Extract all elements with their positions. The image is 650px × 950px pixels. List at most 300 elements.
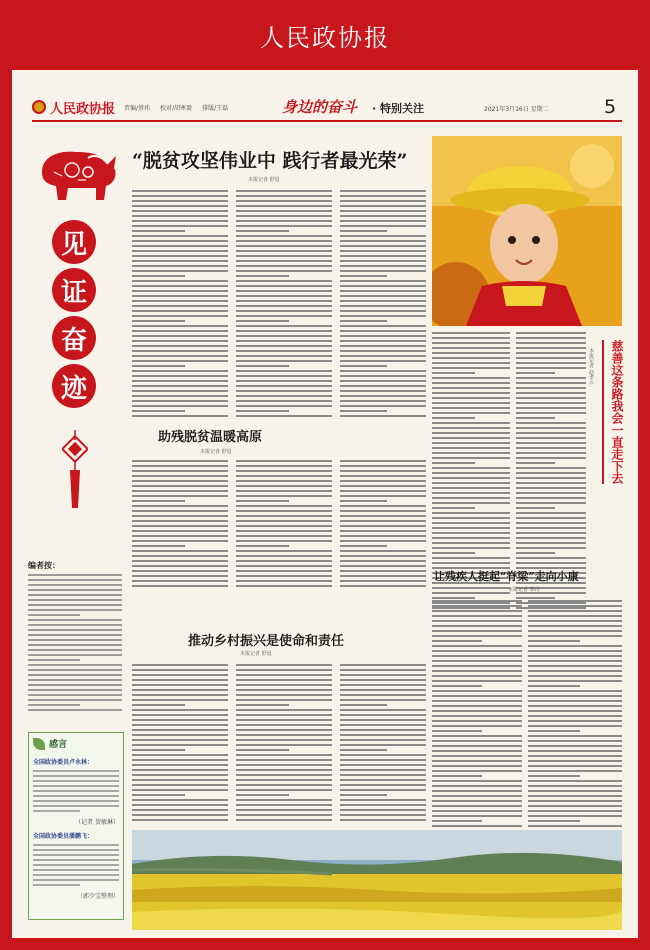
text-line (516, 442, 586, 444)
text-line (340, 405, 426, 407)
text-line (432, 392, 510, 394)
text-line (236, 390, 332, 392)
text-line (432, 402, 510, 404)
text-line (236, 734, 332, 736)
text-line (236, 270, 332, 272)
text-line (528, 645, 622, 647)
text-line (132, 200, 228, 202)
text-line (528, 640, 580, 642)
text-line (340, 689, 426, 691)
text-line (132, 395, 228, 397)
text-line (236, 405, 332, 407)
text-line (432, 457, 510, 459)
text-line (340, 370, 426, 372)
text-line (236, 784, 332, 786)
text-line (340, 365, 387, 367)
text-line (528, 730, 580, 732)
text-line (528, 655, 622, 657)
text-line (432, 650, 522, 652)
text-line (432, 512, 510, 514)
text-line (340, 480, 426, 482)
text-line (236, 485, 332, 487)
text-line (33, 800, 119, 802)
text-line (236, 480, 332, 482)
text-line (132, 585, 228, 587)
quote-author-1: 全国政协委员卢永林： (33, 759, 94, 766)
text-line (432, 407, 510, 409)
text-line (340, 495, 426, 497)
article-3-byline: 本报记者 舒设 (240, 651, 272, 657)
text-line (236, 804, 332, 806)
text-line (236, 255, 332, 257)
text-line (236, 340, 332, 342)
newspaper-page[interactable] (12, 70, 638, 938)
text-line (132, 325, 228, 327)
text-line (340, 350, 426, 352)
text-line (132, 405, 228, 407)
text-line (340, 819, 426, 821)
text-line (132, 744, 228, 746)
text-line (432, 422, 510, 424)
text-line (340, 535, 426, 537)
text-line (132, 689, 228, 691)
text-line (528, 635, 622, 637)
text-line (528, 680, 622, 682)
text-line (33, 795, 119, 797)
text-line (432, 605, 522, 607)
text-line (132, 560, 228, 562)
text-line (28, 669, 122, 671)
text-line (236, 305, 332, 307)
text-line (340, 520, 426, 522)
text-line (236, 550, 332, 552)
special-column-title: 身边的奋斗 (282, 98, 358, 116)
text-line (432, 352, 510, 354)
text-line (340, 195, 426, 197)
text-line (236, 285, 332, 287)
text-line (516, 507, 555, 509)
ox-papercut-icon (32, 134, 120, 204)
text-line (432, 705, 522, 707)
text-line (340, 714, 426, 716)
text-line (340, 250, 426, 252)
text-line (340, 789, 426, 791)
text-line (432, 377, 510, 379)
title-char-4: 迹 (52, 364, 96, 408)
text-line (33, 859, 119, 861)
text-line (132, 555, 228, 557)
text-line (33, 775, 119, 777)
text-line (132, 260, 228, 262)
text-line (340, 245, 426, 247)
article-2-headline[interactable]: 助残脱贫温暖高原 (158, 430, 263, 445)
text-line (236, 515, 332, 517)
text-line (33, 770, 119, 772)
text-line (516, 497, 586, 499)
text-line (340, 709, 426, 711)
article-3-col-1 (132, 664, 228, 821)
main-headline[interactable]: “脱贫攻坚伟业中 践行者最光荣” (132, 150, 408, 172)
photo-rapeseed-field (132, 830, 622, 930)
text-line (340, 809, 426, 811)
text-line (432, 507, 475, 509)
text-line (340, 215, 426, 217)
text-line (432, 382, 510, 384)
text-line (528, 690, 622, 692)
text-line (432, 557, 510, 559)
text-line (516, 467, 586, 469)
page-number: 5 (604, 96, 617, 118)
text-line (236, 370, 332, 372)
text-line (236, 535, 332, 537)
text-line (340, 739, 426, 741)
text-line (340, 225, 426, 227)
text-line (340, 270, 426, 272)
text-line (236, 210, 332, 212)
article-4-byline: 本报记者 郑丹 (508, 587, 540, 593)
text-line (340, 470, 426, 472)
text-line (340, 460, 426, 462)
text-line (432, 492, 510, 494)
text-line (340, 799, 426, 801)
text-line (528, 805, 622, 807)
text-line (132, 739, 228, 741)
text-line (28, 664, 122, 666)
text-line (528, 615, 622, 617)
text-line (132, 220, 228, 222)
text-line (132, 265, 228, 267)
editor-note-label: 编者按： (28, 561, 60, 570)
text-line (236, 759, 332, 761)
text-line (516, 417, 555, 419)
photo-girl-with-hat (432, 136, 622, 326)
text-line (132, 530, 228, 532)
text-line (132, 240, 228, 242)
text-line (432, 790, 522, 792)
text-line (132, 580, 228, 582)
text-line (236, 400, 332, 402)
text-line (132, 335, 228, 337)
text-line (132, 535, 228, 537)
text-line (132, 779, 228, 781)
text-line (132, 315, 228, 317)
text-line (340, 385, 426, 387)
text-line (236, 789, 332, 791)
app-title: 人民政协报 (260, 23, 390, 52)
text-line (432, 710, 522, 712)
text-line (132, 245, 228, 247)
text-line (236, 530, 332, 532)
text-line (528, 785, 622, 787)
text-line (340, 295, 426, 297)
sidebox-title: 感言 (49, 740, 68, 750)
text-line (340, 585, 426, 587)
text-line (432, 695, 522, 697)
credit-layout: 排版/王磊 (202, 105, 229, 112)
text-line (236, 345, 332, 347)
text-line (432, 640, 482, 642)
text-line (528, 745, 622, 747)
text-line (340, 814, 426, 816)
text-line (432, 690, 522, 692)
text-line (236, 300, 332, 302)
text-line (28, 589, 122, 591)
text-line (340, 355, 426, 357)
text-line (132, 749, 185, 751)
text-line (132, 759, 228, 761)
text-line (33, 869, 119, 871)
text-line (432, 610, 522, 612)
text-line (236, 505, 332, 507)
text-line (432, 437, 510, 439)
text-line (340, 335, 426, 337)
text-line (28, 679, 122, 681)
text-line (236, 540, 332, 542)
text-line (340, 779, 426, 781)
quote-signature-1: （记者 贺敏琳） (75, 819, 119, 826)
text-line (432, 487, 510, 489)
text-line (132, 350, 228, 352)
text-line (28, 574, 122, 576)
text-line (528, 650, 622, 652)
text-line (528, 610, 622, 612)
text-line (340, 719, 426, 721)
text-line (516, 477, 586, 479)
text-line (236, 230, 289, 232)
text-line (340, 260, 426, 262)
text-line (516, 547, 586, 549)
text-line (132, 205, 228, 207)
main-body-col-1 (132, 190, 228, 417)
text-line (236, 360, 332, 362)
text-line (516, 557, 586, 559)
text-line (132, 819, 228, 821)
text-line (132, 390, 228, 392)
text-line (236, 195, 332, 197)
text-line (28, 579, 122, 581)
text-line (236, 415, 332, 417)
text-line (236, 754, 332, 756)
text-line (132, 235, 228, 237)
text-line (432, 810, 522, 812)
text-line (132, 724, 228, 726)
text-line (132, 495, 228, 497)
text-line (28, 659, 80, 661)
text-line (132, 340, 228, 342)
text-line (132, 355, 228, 357)
text-line (432, 670, 522, 672)
text-line (516, 352, 586, 354)
quotes-sidebox (28, 732, 124, 920)
text-line (132, 525, 228, 527)
text-line (340, 375, 426, 377)
text-line (28, 644, 122, 646)
cppcc-emblem-icon (32, 100, 46, 114)
text-line (236, 694, 332, 696)
text-line (236, 265, 332, 267)
text-line (340, 570, 426, 572)
text-line (132, 460, 228, 462)
text-line (236, 375, 332, 377)
article-5-vertical-headline[interactable]: 慈善这条路我会一直走下去 (602, 340, 626, 484)
quote-signature-2: （郭少宝整理） (76, 893, 119, 900)
article-2-byline: 本报记者 舒设 (200, 449, 232, 455)
text-line (340, 784, 426, 786)
text-line (516, 422, 586, 424)
text-line (33, 879, 119, 881)
text-line (516, 347, 586, 349)
text-line (236, 764, 332, 766)
text-line (432, 337, 510, 339)
text-line (236, 664, 332, 666)
article-3-headline[interactable]: 推动乡村振兴是使命和责任 (188, 634, 345, 649)
text-line (340, 255, 426, 257)
text-line (516, 447, 586, 449)
text-line (432, 447, 510, 449)
text-line (236, 749, 289, 751)
text-line (236, 714, 332, 716)
text-line (432, 780, 522, 782)
text-line (432, 467, 510, 469)
text-line (516, 552, 555, 554)
text-line (528, 795, 622, 797)
text-line (432, 387, 510, 389)
text-line (516, 432, 586, 434)
text-line (432, 597, 475, 599)
article-4-headline[interactable]: 让残疾人挺起“脊梁”走向小康 (434, 570, 579, 583)
text-line (516, 532, 586, 534)
text-line (236, 575, 332, 577)
title-char-1: 见 (52, 220, 96, 264)
text-line (516, 537, 586, 539)
text-line (236, 560, 332, 562)
text-line (528, 675, 622, 677)
left-column (28, 132, 124, 922)
leaf-icon (33, 738, 45, 750)
text-line (132, 490, 228, 492)
text-line (236, 280, 332, 282)
vertical-column-title (48, 220, 100, 408)
text-line (132, 694, 228, 696)
text-line (432, 532, 510, 534)
text-line (340, 694, 426, 696)
text-line (28, 609, 122, 611)
text-line (236, 460, 332, 462)
text-line (340, 575, 426, 577)
text-line (132, 195, 228, 197)
quote-author-2: 全国政协委员潘鹏飞： (33, 833, 94, 840)
text-line (340, 345, 426, 347)
text-line (236, 355, 332, 357)
text-line (528, 600, 622, 602)
text-line (432, 800, 522, 802)
text-line (236, 719, 332, 721)
text-line (33, 849, 119, 851)
text-line (432, 600, 522, 602)
text-line (340, 525, 426, 527)
text-line (33, 790, 119, 792)
text-line (340, 530, 426, 532)
text-line (432, 502, 510, 504)
text-line (516, 512, 586, 514)
app-header (0, 0, 650, 70)
text-line (132, 794, 185, 796)
text-line (28, 619, 122, 621)
text-line (340, 674, 426, 676)
text-line (236, 385, 332, 387)
text-line (340, 510, 426, 512)
text-line (432, 660, 522, 662)
text-line (236, 774, 332, 776)
text-line (340, 550, 426, 552)
text-line (516, 367, 586, 369)
text-line (236, 335, 332, 337)
text-line (236, 250, 332, 252)
text-line (528, 750, 622, 752)
text-line (132, 719, 228, 721)
text-line (33, 874, 119, 876)
text-line (340, 704, 387, 706)
text-line (340, 515, 426, 517)
text-line (432, 472, 510, 474)
title-char-3: 奋 (52, 316, 96, 360)
text-line (340, 500, 387, 502)
text-line (236, 809, 332, 811)
text-line (340, 560, 426, 562)
text-line (528, 825, 622, 827)
text-line (432, 417, 475, 419)
quote-body-2 (29, 842, 123, 888)
text-line (432, 750, 522, 752)
text-line (236, 689, 332, 691)
text-line (132, 709, 228, 711)
text-line (236, 744, 332, 746)
text-line (132, 734, 228, 736)
text-line (432, 715, 522, 717)
text-line (340, 205, 426, 207)
text-line (236, 395, 332, 397)
paper-name: 人民政协报 (50, 102, 116, 117)
text-line (432, 412, 510, 414)
text-line (132, 784, 228, 786)
text-line (340, 744, 426, 746)
text-line (528, 695, 622, 697)
article-2-col-3 (340, 460, 426, 587)
main-body-col-2 (236, 190, 332, 417)
text-line (340, 360, 426, 362)
text-line (132, 545, 185, 547)
text-line (132, 465, 228, 467)
text-line (516, 522, 586, 524)
text-line (340, 230, 387, 232)
text-line (528, 670, 622, 672)
text-line (132, 225, 228, 227)
text-line (340, 235, 426, 237)
text-line (132, 360, 228, 362)
text-line (340, 774, 426, 776)
text-line (132, 345, 228, 347)
text-line (516, 412, 586, 414)
text-line (516, 392, 586, 394)
text-line (236, 739, 332, 741)
text-line (340, 724, 426, 726)
text-line (432, 725, 522, 727)
text-line (340, 395, 426, 397)
text-line (528, 700, 622, 702)
text-line (340, 475, 426, 477)
text-line (516, 452, 586, 454)
text-line (432, 825, 522, 827)
